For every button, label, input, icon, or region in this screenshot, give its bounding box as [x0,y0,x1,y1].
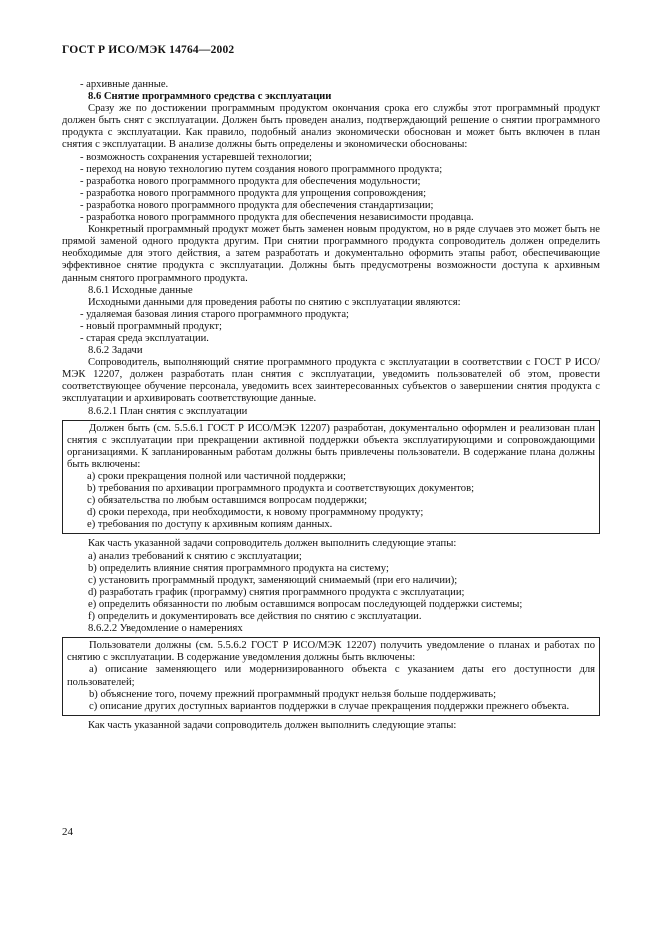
paragraph: Как часть указанной задачи сопроводитель должен выполнить следующие этапы: [88,538,457,550]
list-item: e) требования по доступу к архивным копиям данных. [87,519,333,531]
subsection-heading: 8.6.1 Исходные данные [88,284,193,296]
list-item: a) сроки прекращения полной или частичной поддержки; [87,471,347,482]
list-item: b) требования по архивации программного продукта и соответствующих документов; [87,483,475,495]
list-item: - старая среда эксплуатации. [80,332,209,344]
list-item: b) определить влияние снятия программного продукта на систему; [88,562,389,574]
list-item: f) определить и документировать все действия по снятию с эксплуатации. [88,611,422,623]
quoted-box-notification [62,637,600,716]
list-item: - переход на новую технологию путем создания нового программного продукта; [80,163,443,175]
paragraph: Должен быть (см. 5.5.6.1 ГОСТ Р ИСО/МЭК 12207) разработан, документально оформлен и реализован план снятия с эксплуатации при прекращении активной поддержки объекта эксплуатирующими и сопровождающими организациями. К запланированным работам должны быть привлечены пользователи. В содержание плана должны быть включены: [67,422,595,470]
list-item: a) анализ требований к снятию с эксплуатации; [88,550,302,562]
section-heading: 8.6 Снятие программного средства с эксплуатации [88,91,332,103]
page-header: ГОСТ Р ИСО/МЭК 14764—2002 [62,44,235,56]
paragraph: Исходными данными для проведения работы по снятию с эксплуатации являются: [88,296,461,308]
list-item: - разработка нового программного продукта для упрощения сопровождения; [80,187,427,199]
paragraph: Сопроводитель, выполняющий снятие программного продукта с эксплуатации в соответствии с ГОСТ Р ИСО/МЭК 12207, должен разработать план снятия с эксплуатации, уведомить пользователей об этом, провести соответствующее обучение персонала, уведомить всех заинтересованных субъектов о завершении снятия продукта с эксплуатации и архивировать соответствующие данные. [62,357,600,405]
list-item: - возможность сохранения устаревшей технологии; [80,151,312,163]
list-item: - архивные данные. [80,79,169,90]
list-item: - разработка нового программного продукта для обеспечения стандартизации; [80,199,434,211]
subsection-heading: 8.6.2.2 Уведомление о намерениях [88,623,243,635]
list-item: - удаляемая базовая линия старого программного продукта; [80,308,349,320]
list-item: c) обязательства по любым оставшимся вопросам поддержки; [87,495,368,507]
quoted-box-retirement-plan [62,420,600,535]
list-item: d) разработать график (программу) снятия программного продукта с эксплуатации; [88,586,465,598]
list-item: d) сроки перехода, при необходимости, к новому программному продукту; [87,507,424,519]
list-item: - разработка нового программного продукта для обеспечения модульности; [80,175,421,187]
page-number: 24 [62,826,73,838]
page-content [62,79,600,732]
paragraph: Сразу же по достижении программным продуктом окончания срока его службы этот программный продукт должен быть снят с эксплуатации. Должен быть проведен анализ, подтверждающий решение о снятии программного продукта с эксплуатации. Как правило, подобный анализ экономически обоснован и может быть включен в план снятия с эксплуатации. В анализе должны быть определены и экономически обоснованы: [62,103,600,151]
paragraph: Пользователи должны (см. 5.5.6.2 ГОСТ Р ИСО/МЭК 12207) получить уведомление о планах и работах по снятию с эксплуатации. В содержание уведомления должны быть включены: [67,640,595,664]
list-item: - разработка нового программного продукта для обеспечения независимости продавца. [80,212,474,224]
paragraph: Как часть указанной задачи сопроводитель должен выполнить следующие этапы: [88,719,457,731]
paragraph: Конкретный программный продукт может быть заменен новым продуктом, но в ряде случаев это может быть не прямой заменой одного продукта другим. При снятии программного продукта сопроводитель должен определить необходимые для этого действия, а затем разработать и документально оформить этапы работ, обеспечивающие эффективное снятие продукта с эксплуатации. Должны быть предусмотрены возможности доступа к архивным данным снятого программного продукта. [62,224,600,284]
list-item: e) определить обязанности по любым оставшимся вопросам последующей поддержки системы; [88,598,523,610]
list-item: c) описание других доступных вариантов поддержки в случае прекращения поддержки прежнего объекта. [89,700,570,712]
subsection-heading: 8.6.2 Задачи [88,345,143,357]
list-item: c) установить программный продукт, заменяющий снимаемый (при его наличии); [88,574,458,586]
list-item: - новый программный продукт; [80,320,222,332]
list-item: a) описание заменяющего или модернизированного объекта с указанием даты его доступности для пользователей; [67,664,595,688]
list-item: b) объяснение того, почему прежний программный продукт нельзя больше поддерживать; [89,688,497,700]
subsection-heading: 8.6.2.1 План снятия с эксплуатации [88,405,248,417]
